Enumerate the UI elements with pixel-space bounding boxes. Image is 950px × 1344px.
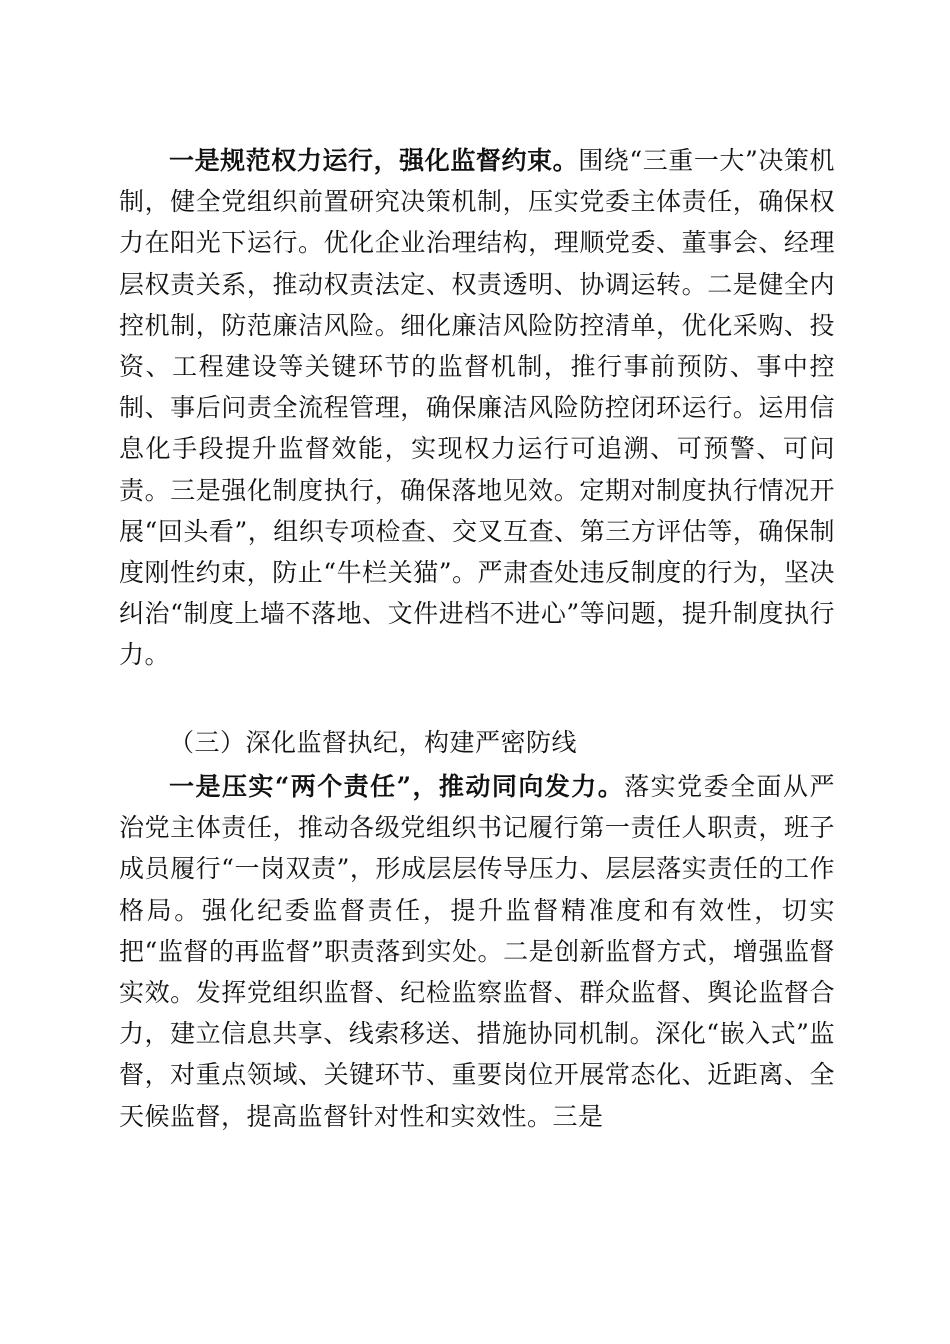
paragraph-1-lead: 一是规范权力运行，强化监督约束。	[169, 146, 579, 175]
paragraph-2-body: 落实党委全面从严治党主体责任，推动各级党组织书记履行第一责任人职责，班子成员履行“一岗双责”，形成层层传导压力、层层落实责任的工作格局。强化纪委监督责任，提升监督精准度和有效性，切实把“监督的再监督”职责落到实处。二是创新监督方式，增强监督实效。发挥党组织监督、纪检监察监督、群众监督、舆论监督合力，建立信息共享、线索移送、措施协同机制。深化“嵌入式”监督，对重点领域、关键环节、重要岗位开展常态化、近距离、全天候监督，提高监督针对性和实效性。三是	[119, 772, 835, 1131]
paragraph-1-body: 围绕“三重一大”决策机制，健全党组织前置研究决策机制，压实党委主体责任，确保权力在阳光下运行。优化企业治理结构，理顺党委、董事会、经理层权责关系，推动权责法定、权责透明、协调运转。二是健全内控机制，防范廉洁风险。细化廉洁风险防控清单，优化采购、投资、工程建设等关键环节的监督机制，推行事前预防、事中控制、事后问责全流程管理，确保廉洁风险防控闭环运行。运用信息化手段提升监督效能，实现权力运行可追溯、可预警、可问责。三是强化制度执行，确保落地见效。定期对制度执行情况开展“回头看”，组织专项检查、交叉互查、第三方评估等，确保制度刚性约束，防止“牛栏关猫”。严肃查处违反制度的行为，坚决纠治“制度上墙不落地、文件进档不进心”等问题，提升制度执行力。	[119, 146, 835, 670]
paragraph-2	[119, 766, 835, 1137]
section-heading: （三）深化监督执纪，构建严密防线	[169, 728, 578, 757]
paragraph-2-lead: 一是压实“两个责任”，推动同向发力。	[169, 772, 625, 801]
paragraph-1	[119, 140, 835, 676]
